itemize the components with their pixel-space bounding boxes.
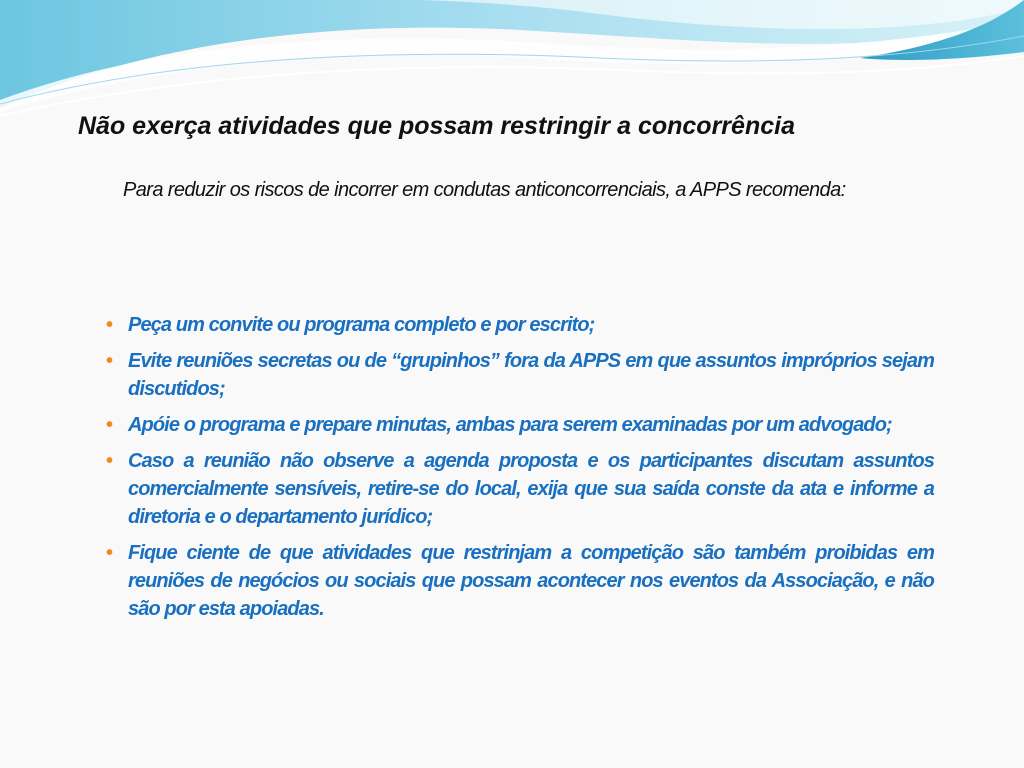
bullet-marker-icon: • (106, 414, 113, 436)
list-item (106, 539, 934, 623)
list-item (106, 311, 934, 339)
bullet-marker-icon: • (106, 542, 113, 564)
list-item-text: Peça um convite ou programa completo e por escrito; (128, 314, 595, 336)
slide-title: Não exerça atividades que possam restringir a concorrência (78, 112, 795, 140)
recommendation-list (106, 311, 934, 631)
bullet-marker-icon: • (106, 350, 113, 372)
list-item (106, 411, 934, 439)
intro-text: Para reduzir os riscos de incorrer em condutas anticoncorrenciais, a APPS recomenda: (123, 179, 846, 201)
bullet-marker-icon: • (106, 450, 113, 472)
list-item (106, 447, 934, 531)
list-item (106, 347, 934, 403)
bullet-marker-icon: • (106, 314, 113, 336)
list-item-text: Evite reuniões secretas ou de “grupinhos” fora da APPS em que assuntos impróprios sejam discutidos; (128, 350, 934, 400)
header-wave-decoration (0, 0, 1024, 130)
list-item-text: Fique ciente de que atividades que restrinjam a competição são também proibidas em reuniões de negócios ou sociais que possam acontecer nos eventos da Associação, e não são por esta apoiadas. (128, 542, 934, 620)
list-item-text: Caso a reunião não observe a agenda proposta e os participantes discutam assuntos comercialmente sensíveis, retire-se do local, exija que sua saída conste da ata e informe a diretoria e o departamento jurídico; (128, 450, 934, 528)
list-item-text: Apóie o programa e prepare minutas, ambas para serem examinadas por um advogado; (128, 414, 892, 436)
